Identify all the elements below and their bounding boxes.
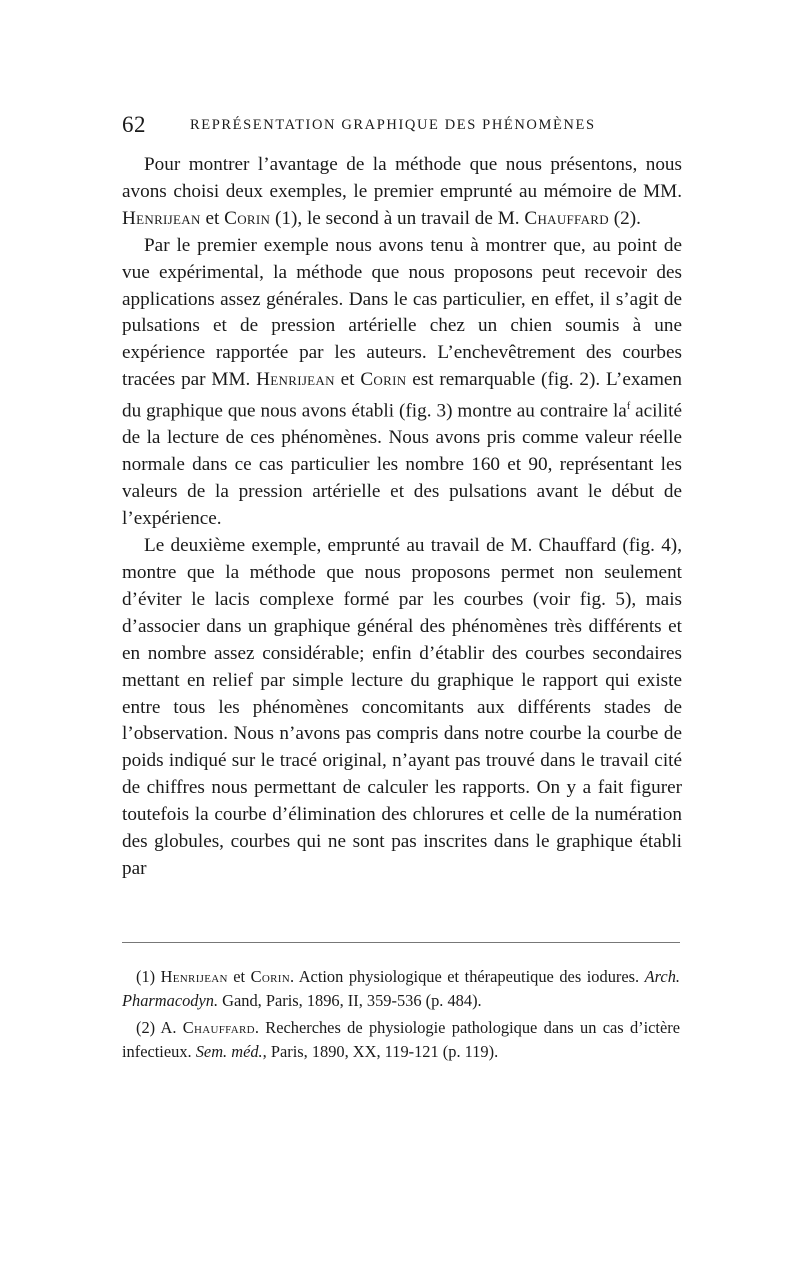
running-title: REPRÉSENTATION GRAPHIQUE DES PHÉNOMÈNES [190, 117, 596, 133]
typo-mark: f [626, 401, 631, 413]
text-run: acilité de la lecture de ces phénomènes. Nous avons pris comme valeur réelle normale dans ce cas particulier les nombre 160 et 90, représentant les valeurs de la pression artérielle et des pulsations avant le début de l’expérience. [122, 400, 682, 530]
footnote-number: (1) [136, 967, 161, 986]
text-run: Pour montrer l’avantage de la méthode que nous présentons, nous avons choisi deux exemples, le premier emprunté au mémoire de MM. [122, 154, 682, 202]
paragraph-1 [122, 152, 682, 233]
paragraph-2 [122, 233, 682, 533]
author-name: Corin [224, 207, 271, 229]
text-run: Gand, Paris, 1896, II, 359-536 (p. 484). [218, 990, 482, 1010]
journal-title: Arch. Pharmacodyn. [122, 967, 680, 1010]
text-run: Par le premier exemple nous avons tenu à montrer que, au point de vue expérimental, la méthode que nous proposons peut recevoir des applications assez générales. Dans le cas particulier, en effet, il s’agit de pulsations et de pression artérielle chez un chien soumis à une expérience rapportée par les auteurs. L’enchevêtrement des courbes tracées par MM. [122, 234, 682, 391]
body-text [122, 152, 682, 883]
footnotes [122, 965, 680, 1063]
author-name: Henrijean [256, 369, 335, 391]
text-run: et [227, 967, 251, 986]
paragraph-3: Le deuxième exemple, emprunté au travail de M. Chauffard (fig. 4), montre que la méthode que nous proposons permet non seulement d’éviter le lacis complexe formé par les courbes (voir fig. 5), mais d’associer dans un graphique général des phénomènes très différents et en nombre assez considérable; enfin d’établir des courbes secondaires mettant en relief par simple lecture du graphique le rapport qui existe entre tous les phénomènes concomitants aux différents stades de l’observation. Nous n’avons pas compris dans notre courbe la courbe de poids indiqué sur le tracé original, n’ayant pas trouvé dans le travail cité de chiffres nous permettant de calculer les rapports. On y a fait figurer toutefois la courbe d’élimination des chlorures et celle de la numération des globules, courbes qui ne sont pas inscrites dans le graphique établi par [122, 535, 682, 879]
text-run: et [334, 369, 361, 391]
author-name: Chauffard [524, 207, 609, 229]
page-number: 62 [122, 112, 146, 137]
journal-title: Sem. méd. [195, 1041, 263, 1061]
text-run: est remarquable (fig. 2). L’examen du graphique que nous avons établi (fig. 3) montre au contraire la [122, 369, 682, 422]
text-run: et [200, 207, 225, 229]
text-run: . Action physiologique et thérapeutique des iodures. [289, 967, 645, 986]
text-run: (1), le second à un travail de M. [270, 207, 525, 229]
text-run: . Recherches de physiologie pathologique dans un cas d’ictère infectieux. [122, 1018, 680, 1061]
footnote-divider [122, 942, 680, 943]
author-name: Henrijean [160, 967, 228, 986]
author-name: Chauffard [182, 1018, 255, 1037]
author-name: Corin [360, 369, 407, 391]
text-run: , Paris, 1890, XX, 119-121 (p. 119). [262, 1041, 499, 1061]
footnote-1 [122, 965, 680, 1012]
running-header [122, 112, 682, 144]
footnote-number: (2) A. [136, 1018, 183, 1037]
author-name: Henrijean [122, 207, 201, 229]
footnote-2 [122, 1016, 680, 1063]
text-run: (2). [608, 207, 641, 229]
author-name: Corin [250, 967, 290, 986]
